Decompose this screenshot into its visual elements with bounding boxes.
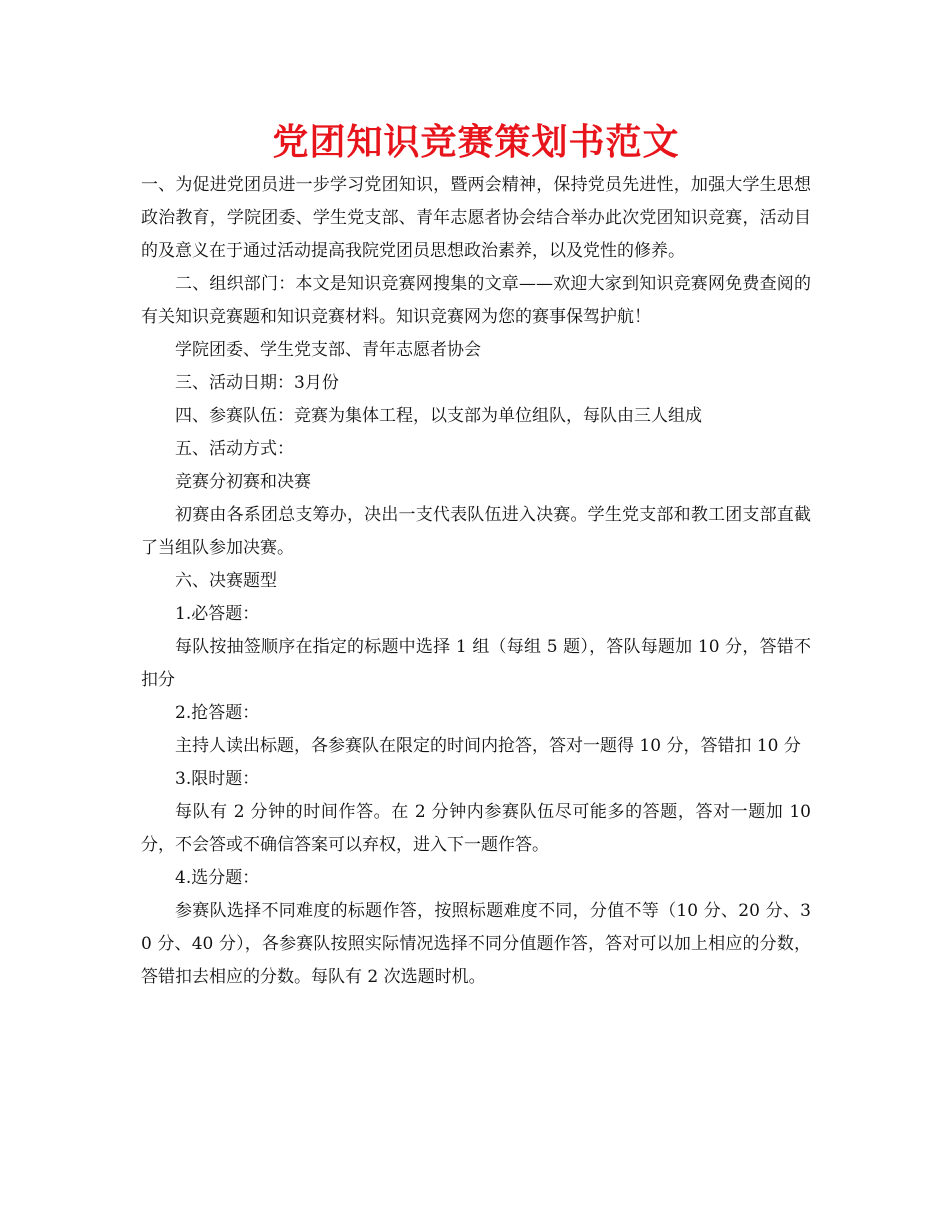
paragraph-required-rules: 每队按抽签顺序在指定的标题中选择 1 组（每组 5 题），答队每题加 10 分，答错不扣分	[141, 637, 811, 690]
paragraph-format-heading: 五、活动方式：	[175, 439, 294, 459]
paragraph-preliminary: 初赛由各系团总支筹办，决出一支代表队伍进入决赛。学生党支部和教工团支部直截了当组队参加决赛。	[141, 505, 811, 558]
paragraph-buzzer-heading: 2.抢答题：	[175, 703, 260, 723]
paragraph-timed-heading: 3.限时题：	[175, 769, 260, 789]
paragraph-rounds: 竞赛分初赛和决赛	[175, 472, 311, 492]
paragraph-organizer-list: 学院团委、学生党支部、青年志愿者协会	[175, 340, 481, 360]
paragraph-points-heading: 4.选分题：	[175, 868, 260, 888]
paragraph-required-heading: 1.必答题：	[175, 604, 260, 624]
paragraph-timed-rules: 每队有 2 分钟的时间作答。在 2 分钟内参赛队伍尽可能多的答题，答对一题加 10 分，不会答或不确信答案可以弃权，进入下一题作答。	[141, 802, 811, 855]
paragraph-final-types-heading: 六、决赛题型	[175, 571, 277, 591]
paragraph-purpose: 一、为促进党团员进一步学习党团知识，暨两会精神，保持党员先进性，加强大学生思想政治教育，学院团委、学生党支部、青年志愿者协会结合举办此次党团知识竞赛，活动目的及意义在于通过活动提高我院党团员思想政治素养，以及党性的修养。	[141, 175, 811, 261]
paragraph-points-rules: 参赛队选择不同难度的标题作答，按照标题难度不同，分值不等（10 分、20 分、30 分、40 分），各参赛队按照实际情况选择不同分值题作答，答对可以加上相应的分数，答错扣去相应的分数。每队有 2 次选题时机。	[141, 901, 811, 987]
paragraph-buzzer-rules: 主持人读出标题，各参赛队在限定的时间内抢答，答对一题得 10 分，答错扣 10 分	[175, 736, 801, 756]
paragraph-organizer: 二、组织部门：本文是知识竞赛网搜集的文章——欢迎大家到知识竞赛网免费查阅的有关知识竞赛题和知识竞赛材料。知识竞赛网为您的赛事保驾护航！	[141, 274, 811, 327]
paragraph-teams: 四、参赛队伍：竞赛为集体工程，以支部为单位组队，每队由三人组成	[175, 406, 702, 426]
document-body	[141, 118, 811, 994]
document-title: 党团知识竞赛策划书范文	[272, 122, 680, 163]
paragraph-date: 三、活动日期：3月份	[175, 373, 339, 393]
